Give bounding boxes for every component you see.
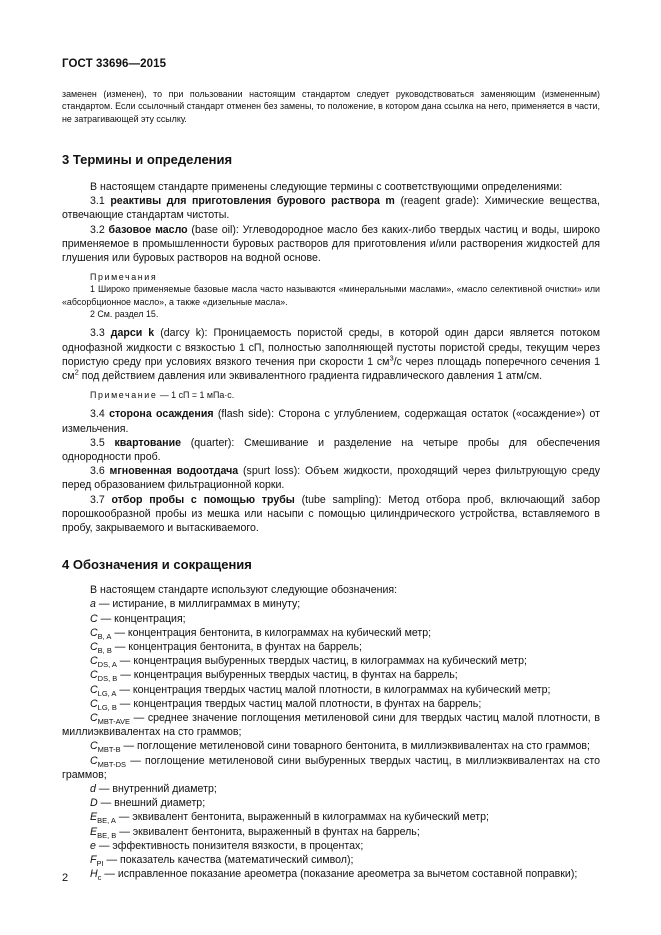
term-3-1: 3.1 реактивы для приготовления бурового раствора m (reagent grade): Химические вещества, отвечающие стандартам чистоты. xyxy=(62,195,600,222)
symbol-subscript: c xyxy=(97,873,102,883)
note-2: 2 См. раздел 15. xyxy=(90,309,159,319)
symbol-definition: — концентрация твердых частиц малой плотности, в фунтах на баррель; xyxy=(116,697,482,710)
symbol-item xyxy=(62,711,600,739)
symbol-definition: — поглощение метиленовой сини товарного бентонита, в миллиэквивалентах на сто граммов; xyxy=(120,740,590,753)
term-3-5: 3.5 квартование (quarter): Смешивание и разделение на четыре пробы для обеспечения однородности проб. xyxy=(62,436,601,464)
symbol-letter: C xyxy=(90,655,98,668)
symbols-list xyxy=(62,597,600,881)
symbol-letter: e xyxy=(90,839,96,852)
section-3-heading: 3 Термины и определения xyxy=(62,151,233,167)
symbol-definition: — концентрация бентонита, в килограммах на кубический метр; xyxy=(111,626,432,639)
symbol-subscript: MBT-B xyxy=(97,745,121,755)
symbol-letter: C xyxy=(90,712,98,725)
symbol-letter: C xyxy=(90,669,98,682)
page-content xyxy=(62,88,600,882)
symbol-definition: — концентрация бентонита, в фунтах на баррель; xyxy=(111,641,362,654)
symbol-letter: C xyxy=(90,641,98,654)
term-3-7: 3.7 отбор пробы с помощью трубы (tube sampling): Метод отбора проб, включающий забор порошкообразной пробы из мешка или насыпи с помощью цилиндрического устройства, вставляемого в пробу, закрываемого и вытаскиваемого. xyxy=(62,493,600,535)
document-header: ГОСТ 33696—2015 xyxy=(62,58,167,70)
symbol-definition: — поглощение метиленовой сини выбуренных твердых частиц, в миллиэквивалентах на сто граммов; xyxy=(62,754,600,781)
symbol-definition: — истирание, в миллиграммах в минуту; xyxy=(95,598,301,611)
symbol-subscript: DS, B xyxy=(97,674,118,684)
symbol-item xyxy=(62,626,600,640)
section-4-intro: В настоящем стандарте используют следующие обозначения: xyxy=(90,584,398,597)
symbol-item xyxy=(62,612,600,626)
note-3-3: Примечание — 1 сП = 1 мПа·с. xyxy=(90,390,235,401)
symbol-item xyxy=(62,839,600,853)
symbol-definition: — среднее значение поглощения метиленовой сини для твердых частиц малой плотности, в миллиэквивалентах на сто граммов; xyxy=(62,712,600,739)
symbol-subscript: MBT-AVE xyxy=(97,717,131,727)
term-3-4: 3.4 сторона осаждения (flash side): Сторона с углублением, содержащая остаток («осаждение») от измельчения. xyxy=(62,408,600,435)
symbol-subscript: B, A xyxy=(97,631,112,641)
symbol-item xyxy=(62,654,600,668)
symbol-letter: C xyxy=(90,754,98,767)
symbol-subscript: BE, B xyxy=(97,830,117,840)
symbol-definition: — концентрация выбуренных твердых частиц, в фунтах на баррель; xyxy=(117,669,458,682)
symbol-item xyxy=(62,697,600,711)
symbol-subscript: PI xyxy=(96,859,104,869)
symbol-subscript: LG, B xyxy=(97,702,117,712)
symbol-subscript: DS, A xyxy=(97,660,117,670)
symbol-letter: E xyxy=(90,811,98,824)
symbol-letter: C xyxy=(90,697,98,710)
symbol-item xyxy=(62,739,600,753)
symbol-item xyxy=(62,597,600,611)
symbol-letter: a xyxy=(90,598,96,611)
symbol-letter: D xyxy=(90,797,98,810)
term-3-6: 3.6 мгновенная водоотдача (spurt loss): Объем жидкости, проходящий через фильтрующую среду перед образованием фильтрационной корки. xyxy=(62,465,600,492)
symbol-letter: C xyxy=(90,626,98,639)
symbol-letter: C xyxy=(90,612,98,625)
symbol-letter: E xyxy=(90,825,98,838)
intro-paragraph: заменен (изменен), то при пользовании настоящим стандартом следует руководствоваться заменяющим (измененным) стандартом. Если ссылочный стандарт отменен без замены, то положение, в котором дана ссылка на него, применяется в части, не затрагивающей эту ссылку. xyxy=(62,89,600,124)
symbol-subscript: MBT-DS xyxy=(97,759,126,769)
symbol-item xyxy=(62,640,600,654)
symbol-item xyxy=(62,853,600,867)
symbol-item xyxy=(62,782,600,796)
symbol-letter: C xyxy=(90,683,98,696)
symbol-definition: — показатель качества (математический символ); xyxy=(103,854,354,867)
symbol-item xyxy=(62,668,600,682)
symbol-subscript: BE, A xyxy=(97,816,116,826)
symbol-subscript: LG, A xyxy=(97,688,117,698)
symbol-definition: — внешний диаметр; xyxy=(97,797,206,810)
symbol-item xyxy=(62,683,600,697)
term-3-3: 3.3 дарси k (darcy k): Проницаемость пористой среды, в которой один дарси является потоком однофазной жидкости с вязкостью 1 сП, полностью заполняющей пустоты пористой среды, текущим через пористую среду при условиях вязкого течения при скорости 1 $см^3/с$ через площадь поперечного сечения 1 $см^2$ под действием давления или эквивалентного градиента гидравлического давления 1 атм/см. xyxy=(62,327,601,382)
symbol-item xyxy=(62,810,600,824)
notes-title: Примечания xyxy=(90,272,158,283)
symbol-item xyxy=(62,796,600,810)
symbol-definition: — исправленное показание ареометра (показание ареометра за вычетом составной поправки); xyxy=(101,868,578,881)
symbol-definition: — концентрация выбуренных твердых частиц, в килограммах на кубический метр; xyxy=(116,655,527,668)
section-4-heading: 4 Обозначения и сокращения xyxy=(62,557,252,573)
symbol-definition: — концентрация; xyxy=(97,612,186,625)
symbol-definition: — внутренний диаметр; xyxy=(95,783,217,796)
symbol-subscript: B, B xyxy=(97,646,112,656)
symbol-item xyxy=(62,825,600,839)
term-3-2: 3.2 базовое масло (base oil): Углеводородное масло без каких-либо твердых частиц и воды, широко применяемое в промышленности буровых растворов для приготовления и/или растворения жидкостей для глушения или буровых растворов на водной основе. xyxy=(62,223,601,264)
note-1: 1 Широко применяемые базовые масла часто называются «минеральными маслами», «масло селективной очистки» или «абсорбционное масло», а также «дизельные масла». xyxy=(62,284,600,307)
page-number: 2 xyxy=(62,872,69,884)
symbol-letter: H xyxy=(90,868,98,881)
symbol-definition: — эквивалент бентонита, выраженный в килограммах на кубический метр; xyxy=(115,811,489,824)
symbol-definition: — эквивалент бентонита, выраженный в фунтах на баррель; xyxy=(116,825,420,838)
symbol-definition: — эффективность понизителя вязкости, в процентах; xyxy=(95,839,364,852)
symbol-item xyxy=(62,867,600,881)
symbol-letter: C xyxy=(90,740,98,753)
symbol-item xyxy=(62,754,600,782)
section-3-intro: В настоящем стандарте применены следующие термины с соответствующими определениями: xyxy=(90,180,563,193)
symbol-letter: F xyxy=(90,854,97,867)
symbol-letter: d xyxy=(90,783,96,796)
symbol-definition: — концентрация твердых частиц малой плотности, в килограммах на кубический метр; xyxy=(116,683,551,696)
